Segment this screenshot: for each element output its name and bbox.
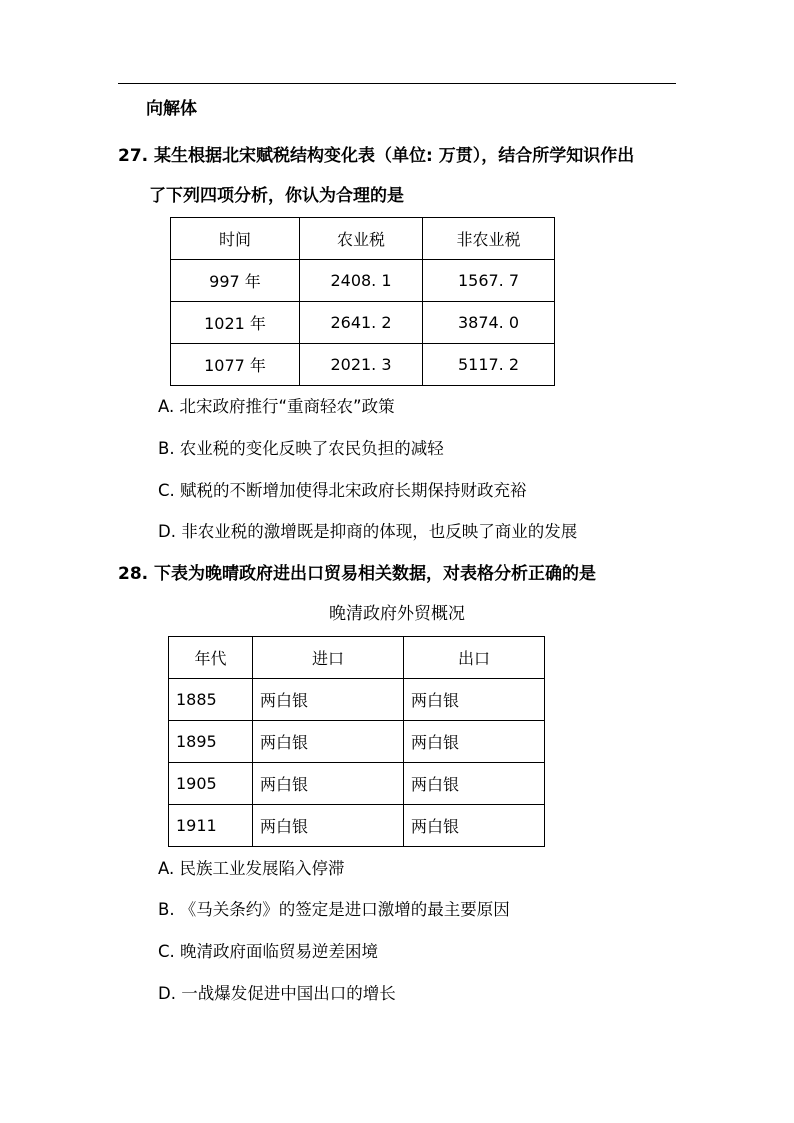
header-agri-tax: 农业税 xyxy=(300,218,423,260)
cell-export: 两白银 xyxy=(404,679,545,721)
question-27-stem-line1: 27. 某生根据北宋赋税结构变化表（单位: 万贯），结合所学知识作出 xyxy=(118,146,635,166)
table-header-row xyxy=(169,637,545,679)
trade-table-title: 晚清政府外贸概况 xyxy=(329,604,465,624)
q27-option-b: B. 农业税的变化反映了农民负担的减轻 xyxy=(158,439,444,458)
table-row xyxy=(171,344,555,386)
table-row xyxy=(171,260,555,302)
cell-year: 1895 xyxy=(169,721,253,763)
q27-option-c: C. 赋税的不断增加使得北宋政府长期保持财政充裕 xyxy=(158,481,527,500)
song-tax-table xyxy=(170,217,555,386)
header-year: 年代 xyxy=(169,637,253,679)
q28-option-b: B. 《马关条约》的签定是进口激增的最主要原因 xyxy=(158,900,510,919)
cell-year: 1885 xyxy=(169,679,253,721)
header-import: 进口 xyxy=(253,637,404,679)
previous-question-fragment: 向解体 xyxy=(146,99,197,119)
cell-non-agri-tax: 3874. 0 xyxy=(423,302,555,344)
cell-year: 1911 xyxy=(169,805,253,847)
header-export: 出口 xyxy=(404,637,545,679)
cell-agri-tax: 2641. 2 xyxy=(300,302,423,344)
table-row xyxy=(169,679,545,721)
table-row xyxy=(169,805,545,847)
cell-non-agri-tax: 5117. 2 xyxy=(423,344,555,386)
cell-import: 两白银 xyxy=(253,763,404,805)
q28-option-c: C. 晚清政府面临贸易逆差困境 xyxy=(158,942,379,961)
cell-year: 1021 年 xyxy=(171,302,300,344)
question-27-stem-line2: 了下列四项分析，你认为合理的是 xyxy=(149,186,404,206)
q27-option-a: A. 北宋政府推行“重商轻农”政策 xyxy=(158,397,395,416)
cell-year: 1905 xyxy=(169,763,253,805)
cell-import: 两白银 xyxy=(253,721,404,763)
table-row xyxy=(171,302,555,344)
question-28-stem: 28. 下表为晚晴政府进出口贸易相关数据，对表格分析正确的是 xyxy=(118,564,597,584)
header-non-agri-tax: 非农业税 xyxy=(423,218,555,260)
qing-trade-table xyxy=(168,636,545,847)
table-row xyxy=(169,721,545,763)
table-row xyxy=(169,763,545,805)
cell-agri-tax: 2408. 1 xyxy=(300,260,423,302)
cell-export: 两白银 xyxy=(404,763,545,805)
table-header-row xyxy=(171,218,555,260)
cell-export: 两白银 xyxy=(404,721,545,763)
header-rule xyxy=(118,83,676,84)
q28-option-a: A. 民族工业发展陷入停滞 xyxy=(158,859,345,878)
q27-option-d: D. 非农业税的激增既是抑商的体现，也反映了商业的发展 xyxy=(158,522,578,541)
cell-import: 两白银 xyxy=(253,805,404,847)
header-time: 时间 xyxy=(171,218,300,260)
cell-year: 1077 年 xyxy=(171,344,300,386)
cell-non-agri-tax: 1567. 7 xyxy=(423,260,555,302)
cell-year: 997 年 xyxy=(171,260,300,302)
cell-import: 两白银 xyxy=(253,679,404,721)
cell-export: 两白银 xyxy=(404,805,545,847)
q28-option-d: D. 一战爆发促进中国出口的增长 xyxy=(158,984,396,1003)
cell-agri-tax: 2021. 3 xyxy=(300,344,423,386)
